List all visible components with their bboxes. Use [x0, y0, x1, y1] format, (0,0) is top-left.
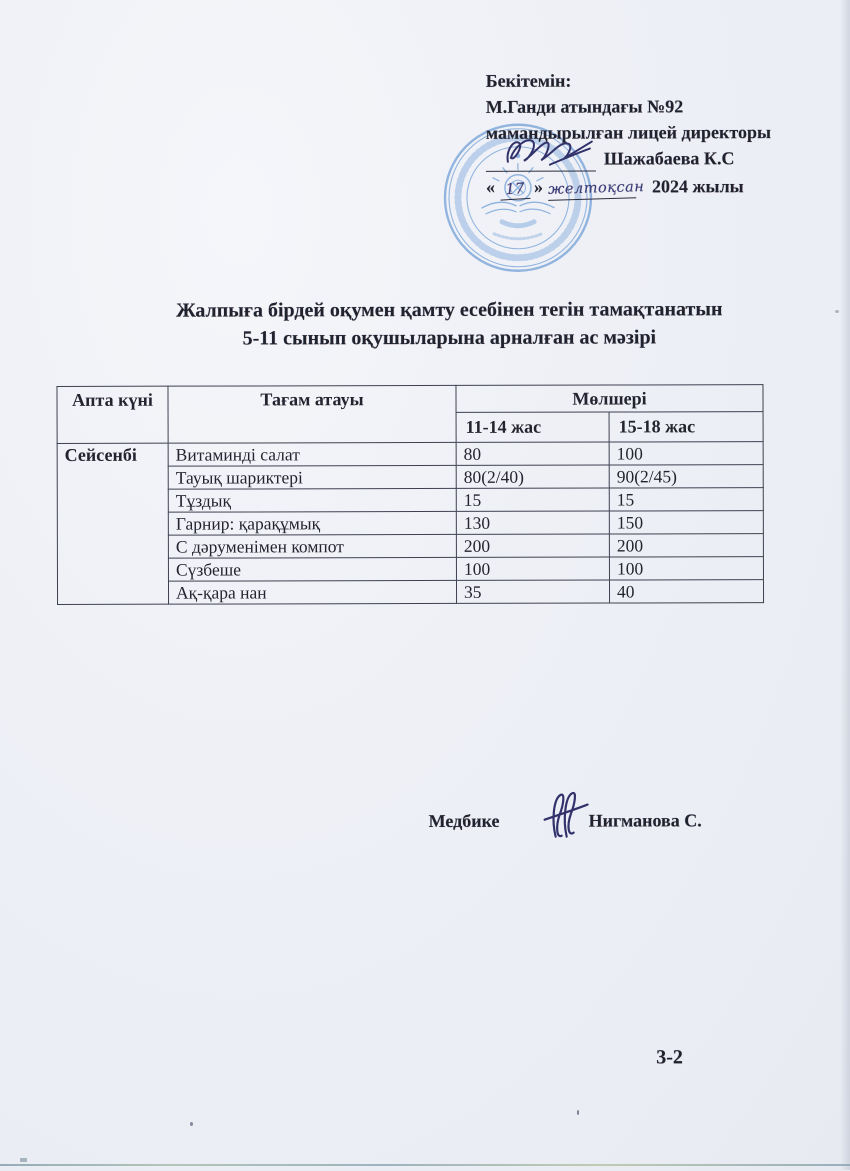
nurse-signature-block — [429, 802, 759, 843]
dish-name: Гарнир: қарақұмық — [168, 511, 456, 535]
close-quote: » — [533, 176, 543, 197]
amount-age2: 150 — [609, 511, 763, 534]
amount-age1: 200 — [456, 534, 609, 557]
nurse-signature-icon — [539, 787, 591, 843]
column-header-age1: 11-14 жас — [456, 412, 609, 442]
column-header-dish: Тағам атауы — [168, 385, 456, 443]
column-header-day: Апта күні — [57, 386, 168, 443]
amount-age2: 40 — [609, 580, 763, 603]
amount-age1: 80 — [456, 442, 609, 465]
table-header-row — [57, 385, 763, 414]
scan-speck — [20, 1158, 27, 1162]
day-value: Сейсенбі — [57, 443, 168, 604]
amount-age2: 90(2/45) — [609, 465, 763, 488]
amount-age2: 100 — [609, 442, 763, 465]
scan-speck — [835, 310, 839, 313]
amount-age2: 200 — [609, 534, 763, 557]
dish-name: Сүзбеше — [168, 557, 456, 581]
title-line-1: Жалпыға бірдей оқумен қамту есебінен тегін тамақтанатын — [176, 298, 723, 322]
dish-name: Ақ-қара нан — [168, 580, 456, 604]
dish-name: Тауық шариктері — [168, 465, 456, 489]
amount-age1: 15 — [456, 488, 609, 511]
amount-age2: 15 — [609, 488, 763, 511]
dish-name: С дәруменімен компот — [168, 534, 456, 558]
handwritten-month: желтоқсан — [547, 178, 636, 201]
scan-edge-shadow — [840, 0, 850, 1170]
approval-line-1: Бекітемін: — [485, 70, 572, 91]
amount-age1: 130 — [456, 511, 609, 534]
document-title — [44, 295, 850, 353]
page-number: 3-2 — [656, 1046, 683, 1069]
title-line-2: 5-11 сынып оқушыларына арналған ас мәзірі — [242, 326, 657, 350]
approval-year: 2024 жылы — [651, 176, 744, 197]
director-name: Шажабаева К.С — [603, 148, 735, 169]
amount-age1: 80(2/40) — [456, 465, 609, 488]
table-row — [57, 442, 763, 467]
handwritten-day: 17 — [499, 178, 530, 201]
approval-line-3: мамандырылған лицей директоры — [485, 122, 772, 143]
director-signature-row — [486, 145, 826, 172]
amount-age1: 100 — [456, 557, 609, 580]
dish-name: Тұздық — [168, 488, 456, 512]
amount-age1: 35 — [456, 580, 609, 603]
director-signature-icon — [502, 132, 598, 172]
column-header-amount: Мөлшері — [456, 385, 763, 413]
approval-block — [486, 67, 826, 200]
column-header-age2: 15-18 жас — [609, 412, 763, 442]
dish-name: Витаминді салат — [168, 442, 456, 466]
scan-speck — [190, 1122, 193, 1126]
scanner-edge-line — [0, 1164, 850, 1166]
nurse-name: Нигманова С. — [588, 810, 702, 831]
open-quote: « — [485, 176, 495, 197]
nurse-label: Медбике — [428, 810, 500, 831]
menu-table — [56, 384, 764, 605]
amount-age2: 100 — [609, 557, 763, 580]
approval-date-row — [486, 173, 826, 200]
scan-speck — [577, 1110, 579, 1115]
approval-line-2: М.Ганди атындағы №92 — [485, 96, 684, 117]
